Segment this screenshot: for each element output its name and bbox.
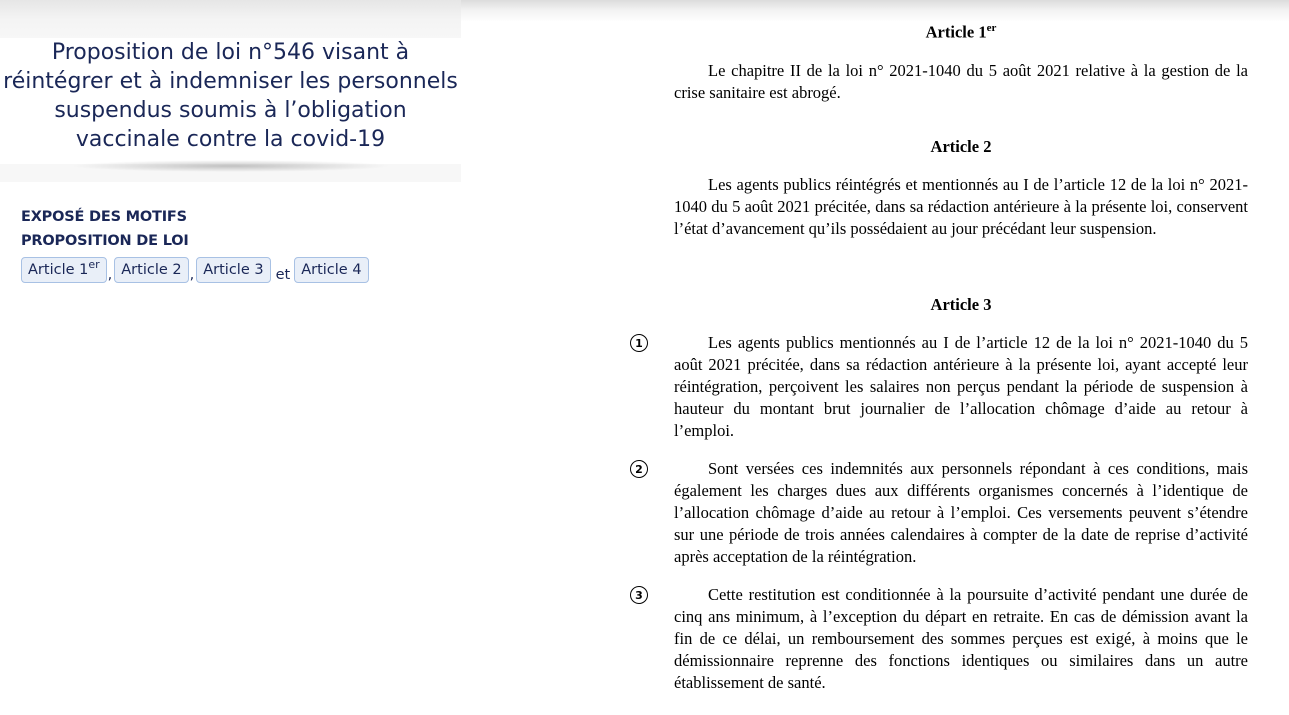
article-1-title-sup: er bbox=[986, 22, 997, 34]
article-3-paragraph-3: Cette restitution est conditionnée à la poursuite d’activité pendant une durée de cinq ans minimum, à l’exception du départ en retraite. En cas de démission avant la fin de ce délai, un remboursement des sommes perçues est exigé, à moins que le démissionnaire reprenne des fonctions identiques ou similaires dans un autre établissement de santé. bbox=[674, 585, 1248, 692]
nav-link-proposition-de-loi[interactable]: PROPOSITION DE LOI bbox=[21, 233, 189, 249]
document-title: Proposition de loi n°546 visant à réintégrer et à indemniser les personnels suspendus soumis à l’obligation vaccinale contre la covid-19 bbox=[3, 40, 458, 152]
sidebar bbox=[0, 0, 461, 715]
article-link-2[interactable]: Article 2 bbox=[114, 257, 188, 283]
article-3-paragraph-2: Sont versées ces indemnités aux personnels répondant à ces conditions, mais également les charges dues aux différents organismes concernés à l’identique de l’allocation chômage d’aide au retour à l’emploi. Ces versements peuvent s’étendre sur une période de trois années calendaires à compter de la date de reprise d’activité après acceptation de la réintégration. bbox=[674, 459, 1248, 566]
article-links bbox=[21, 257, 369, 283]
article-3-title: Article 3 bbox=[930, 295, 992, 314]
article-link-1[interactable] bbox=[21, 257, 107, 283]
article-1-title-text: Article 1 bbox=[925, 22, 987, 42]
paragraph-number-3: 3 bbox=[630, 586, 648, 604]
article-1-title bbox=[674, 22, 1248, 43]
article-1-text: Le chapitre II de la loi n° 2021-1040 du 5 août 2021 relative à la gestion de la crise sanitaire est abrogé. bbox=[674, 61, 1248, 102]
article-link-1-label: Article 1 bbox=[28, 262, 89, 278]
comma-separator: , bbox=[189, 267, 195, 283]
nav-link-expose-des-motifs[interactable]: EXPOSÉ DES MOTIFS bbox=[21, 209, 187, 225]
comma-separator: , bbox=[107, 267, 113, 283]
article-link-1-sup: er bbox=[88, 258, 100, 272]
sidebar-nav bbox=[21, 205, 369, 283]
paragraph-number-1: 1 bbox=[630, 334, 648, 352]
paragraph-number-2: 2 bbox=[630, 460, 648, 478]
article-2-text: Les agents publics réintégrés et mentionnés au I de l’article 12 de la loi n° 2021-1040 du 5 août 2021 précitée, dans sa rédaction antérieure à la présente loi, conservent l’état d’avancement qu’ils possédaient au jour précédant leur suspension. bbox=[674, 175, 1248, 238]
article-link-3[interactable]: Article 3 bbox=[196, 257, 270, 283]
et-separator: et bbox=[275, 267, 291, 283]
article-2-title: Article 2 bbox=[930, 137, 992, 156]
article-link-4[interactable]: Article 4 bbox=[294, 257, 368, 283]
article-3-paragraph-1: Les agents publics mentionnés au I de l’article 12 de la loi n° 2021-1040 du 5 août 2021 précitée, dans sa rédaction antérieure à la présente loi, ayant accepté leur réintégration, perçoivent les salaires non perçus pendant la période de suspension à hauteur du montant brut journalier de l’allocation chômage d’aide au retour à l’emploi. bbox=[674, 333, 1248, 440]
